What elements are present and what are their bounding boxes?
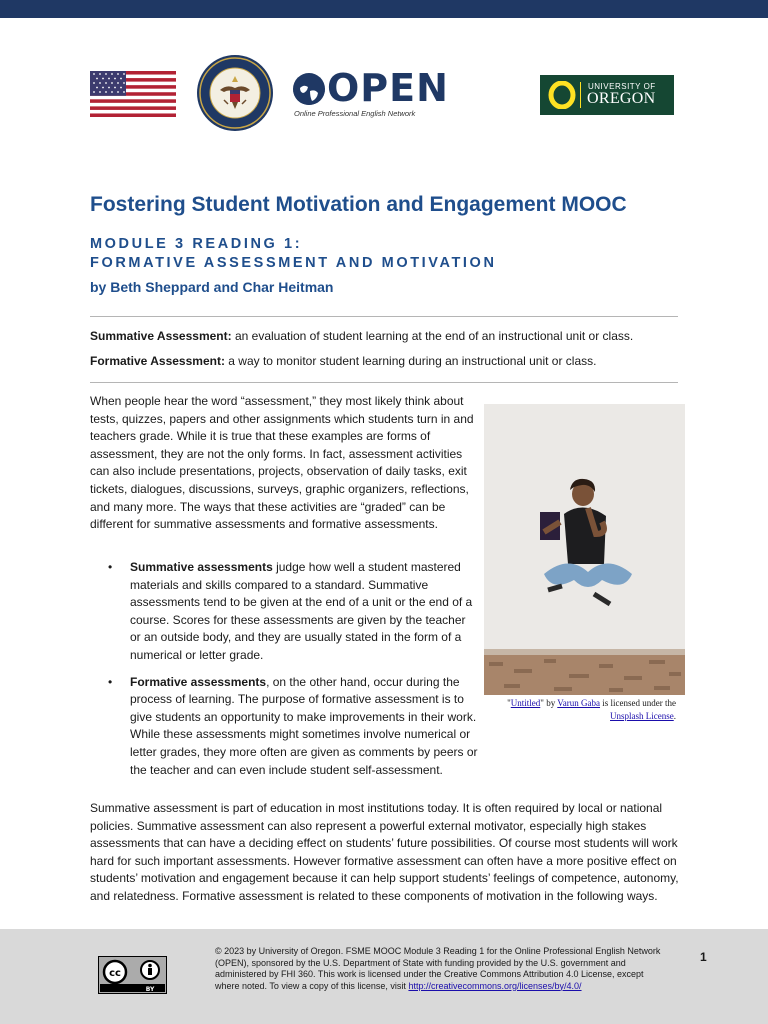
us-flag-logo: [90, 71, 176, 117]
intro-paragraph: When people hear the word “assessment,” they most likely think about tests, quizzes, papers and other assignments which students turn in and teachers grade. While it is true that these examples are forms of assessment, they are not the only forms. In fact, assessment activities can also include presentations, projects, observation of daily tasks, exit tickets, dialogues, discussions, surveys, graphic organizers, reflections, and many more. The ways that these activities are “graded” can be different for summative assessments and formative assessments.: [90, 394, 474, 532]
student-reading-photo: [484, 404, 685, 695]
svg-text:cc: cc: [109, 968, 121, 979]
definition-term: Formative Assessment:: [90, 354, 225, 368]
open-tagline: Online Professional English Network: [294, 109, 416, 118]
definition-summative: [90, 329, 633, 343]
divider-bottom: [90, 382, 678, 383]
cc-badge-label: BY: [145, 986, 155, 993]
definition-formative: [90, 354, 596, 368]
license-link[interactable]: Unsplash License: [610, 711, 674, 721]
bullet-term: Summative assessments: [130, 560, 273, 574]
photographer-link[interactable]: Varun Gaba: [557, 698, 601, 708]
list-item: [90, 674, 478, 780]
divider-top: [90, 316, 678, 317]
open-logo: [293, 66, 449, 110]
open-logo-text: OPEN: [327, 66, 449, 110]
caption-text: .: [673, 711, 676, 721]
bullet-icon: •: [108, 674, 113, 689]
creative-commons-by-badge[interactable]: [98, 956, 167, 994]
definition-text: a way to monitor student learning during an instructional unit or class.: [224, 354, 597, 368]
closing-paragraph: Summative assessment is part of education in most institutions today. It is often required by local or national policies. Summative assessment can also represent a powerful external motivator, especially high stakes assessments that can have a deciding effect on students’ future possibilities. Of course most students will work hard for such important assessments. However formative assessment can often have a more positive effect on students’ motivation and engagement because it can help support students’ feelings of competence, autonomy, and relatedness. Formative assessment is related to these components of motivation in the following ways.: [90, 801, 679, 903]
department-of-state-seal-logo: [196, 54, 274, 132]
bullet-icon: •: [108, 560, 113, 574]
caption-text: ": [507, 698, 511, 708]
caption-text: is licensed under the: [600, 698, 676, 708]
top-banner-bar: [0, 0, 768, 18]
photo-caption: [484, 697, 676, 723]
bullet-term: Formative assessments: [130, 674, 267, 689]
logo-divider: [580, 82, 581, 108]
license-text: © 2023 by University of Oregon. FSME MOOC Module 3 Reading 1 for the Online Professional English Network (OPEN), sponsored by the U.S. Department of State with funding provided by the U.S. government and administered by FHI 360. This work is licensed under the Creative Commons Attribution 4.0 License, except where noted. To view a copy of this license, visit: [215, 946, 661, 991]
definition-text: an evaluation of student learning at the end of an instructional unit or class.: [231, 329, 634, 343]
university-of-oregon-logo: [540, 75, 674, 115]
globe-icon: [293, 73, 325, 105]
module-heading: [90, 235, 497, 273]
list-item: [90, 559, 478, 665]
page-number: 1: [700, 950, 707, 964]
definition-term: Summative Assessment:: [90, 329, 232, 343]
photo-title-link[interactable]: Untitled: [510, 698, 541, 708]
module-heading-line2: FORMATIVE ASSESSMENT AND MOTIVATION: [90, 255, 497, 271]
bullet-text: , on the other hand, occur during the process of learning. The purpose of formative assessment is to give students an opportunity to make improvements in their work. While these assessments might sometimes involve numerical or letter grades, they more often are given as comments by peers or the teacher and can even include student self-assessment.: [130, 674, 478, 777]
document-title: Fostering Student Motivation and Engagement MOOC: [90, 193, 627, 216]
license-url-link[interactable]: http://creativecommons.org/licenses/by/4.0/: [408, 980, 582, 991]
caption-text: " by: [540, 698, 558, 708]
license-notice: [215, 946, 670, 992]
authors-byline: by Beth Sheppard and Char Heitman: [90, 279, 334, 295]
uo-logo-top-text: UNIVERSITY OF: [588, 82, 656, 91]
assessment-bullet-list: [90, 559, 478, 788]
uo-logo-bottom-text: OREGON: [587, 90, 656, 107]
oregon-o-icon: [548, 81, 576, 109]
bullet-text: judge how well a student mastered materials and skills compared to a standard. Summative assessments tend to be given at the end of a unit or the end of a course. Scores for these assessments are given by the teacher or an outside body, and they are usually stated in the form of a numerical or letter grade.: [130, 560, 473, 662]
module-heading-line1: MODULE 3 READING 1:: [90, 236, 303, 252]
